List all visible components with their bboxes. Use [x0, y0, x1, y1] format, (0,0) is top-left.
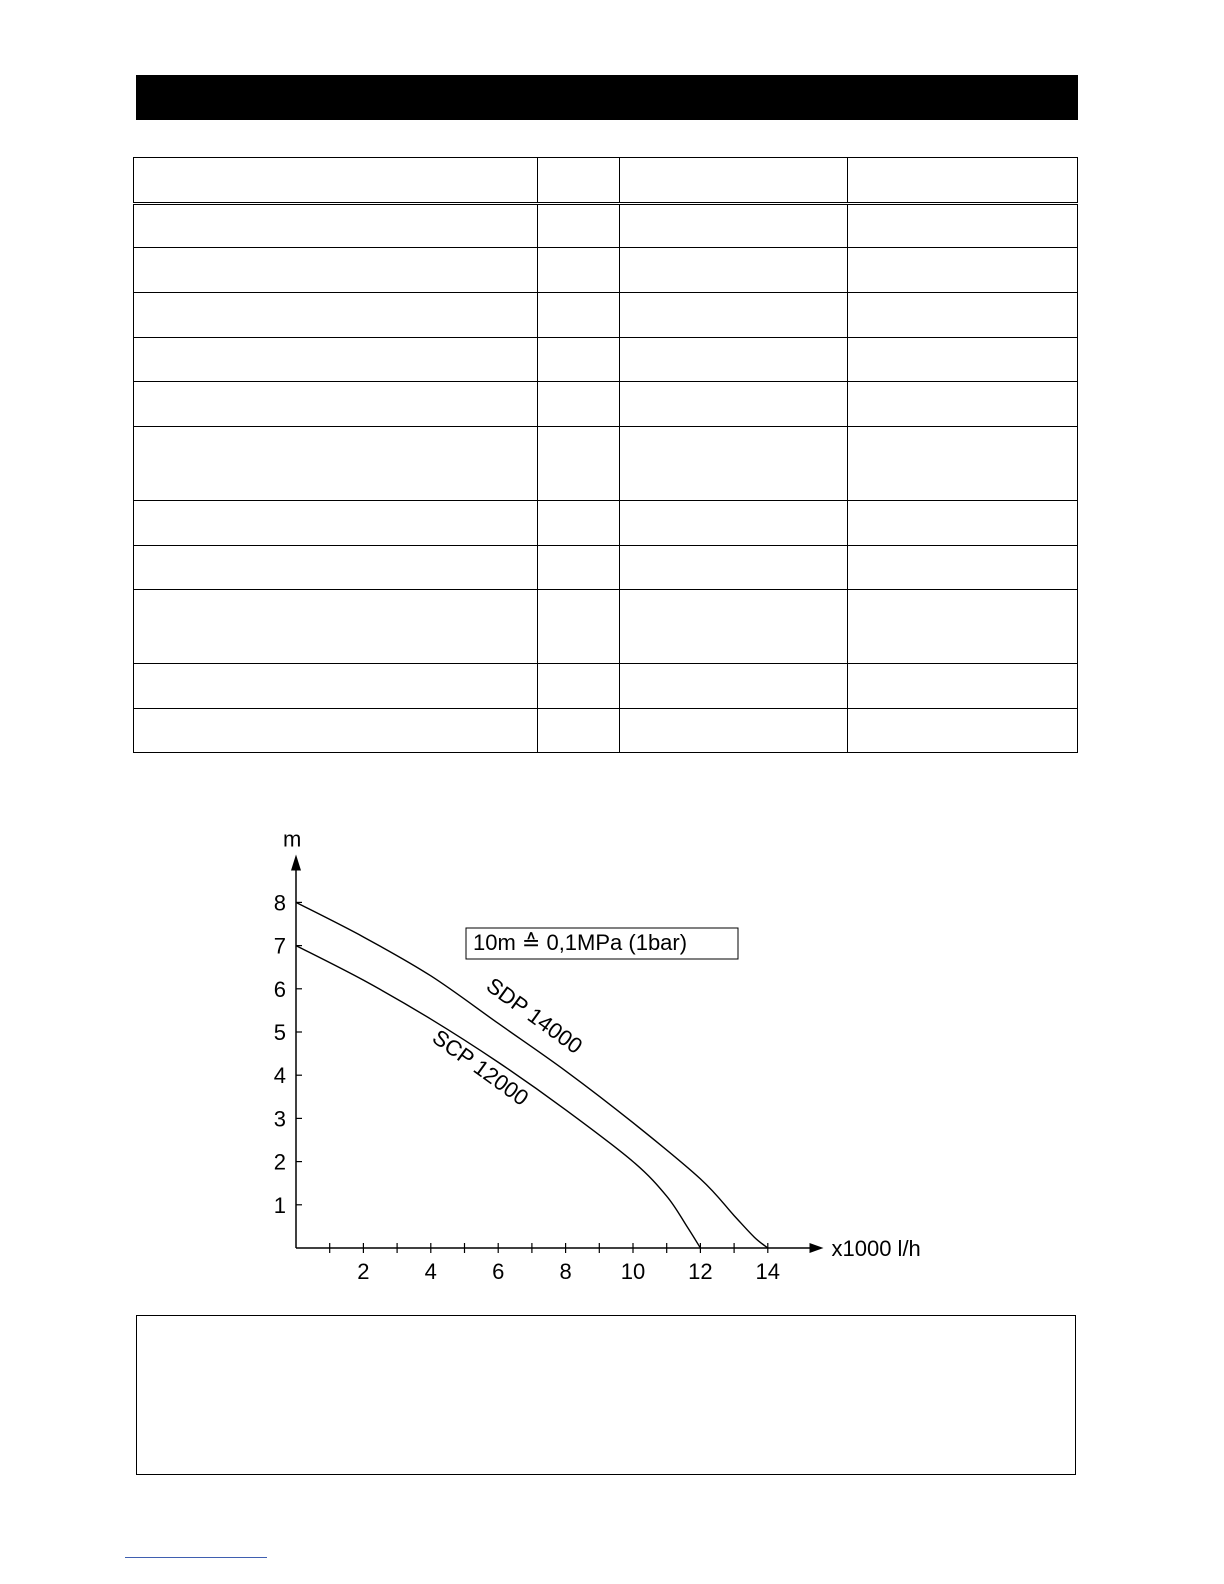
y-axis-arrow-icon: [291, 854, 301, 870]
table-row: [134, 338, 1078, 382]
x-tick-label: 14: [755, 1259, 781, 1284]
table-row: [134, 546, 1078, 590]
note-box: [136, 1315, 1076, 1475]
series-label-0: SDP 14000: [481, 972, 588, 1059]
y-axis-label: m: [283, 826, 302, 852]
table-header-row: [134, 158, 1078, 204]
spec-table: [133, 157, 1078, 753]
x-tick-label: 12: [688, 1259, 713, 1284]
y-tick-label: 8: [273, 890, 286, 916]
header-cell-unit: [538, 158, 620, 204]
y-tick-label: 7: [273, 933, 286, 959]
axes: [283, 826, 921, 1261]
y-tick-label: 2: [273, 1149, 286, 1175]
x-tick-label: 2: [357, 1259, 370, 1284]
x-tick-label: 10: [620, 1259, 646, 1284]
table-row: [134, 427, 1078, 501]
table-row: [134, 248, 1078, 293]
x-axis-arrow-icon: [810, 1243, 824, 1253]
x-axis-label: x1000 l/h: [831, 1236, 921, 1261]
y-tick-label: 6: [273, 976, 286, 1002]
series-label-1: SCP 12000: [427, 1024, 534, 1111]
section-header-bar: [136, 75, 1078, 120]
y-tick-label: 1: [273, 1192, 286, 1218]
table-row: [134, 590, 1078, 664]
pressure-annotation: [466, 928, 738, 959]
header-cell-parameter: [134, 158, 538, 204]
table-row: [134, 293, 1078, 338]
table-row: [134, 382, 1078, 427]
header-cell-model-1: [620, 158, 848, 204]
x-tick-label: 8: [559, 1259, 572, 1284]
annotation-text: 10m ≙ 0,1MPa (1bar): [473, 930, 688, 955]
y-tick-label: 5: [273, 1020, 286, 1045]
footer-rule: [125, 1557, 267, 1558]
chart-svg: [240, 826, 960, 1290]
header-cell-model-2: [848, 158, 1078, 204]
y-tick-label: 4: [273, 1063, 286, 1089]
table-row: [134, 709, 1078, 753]
x-tick-label: 4: [424, 1259, 437, 1284]
x-tick-label: 6: [492, 1259, 505, 1284]
pump-performance-chart: [240, 826, 960, 1290]
table-row: [134, 501, 1078, 546]
y-tick-label: 3: [273, 1106, 286, 1132]
table-row: [134, 664, 1078, 709]
table-row: [134, 204, 1078, 248]
